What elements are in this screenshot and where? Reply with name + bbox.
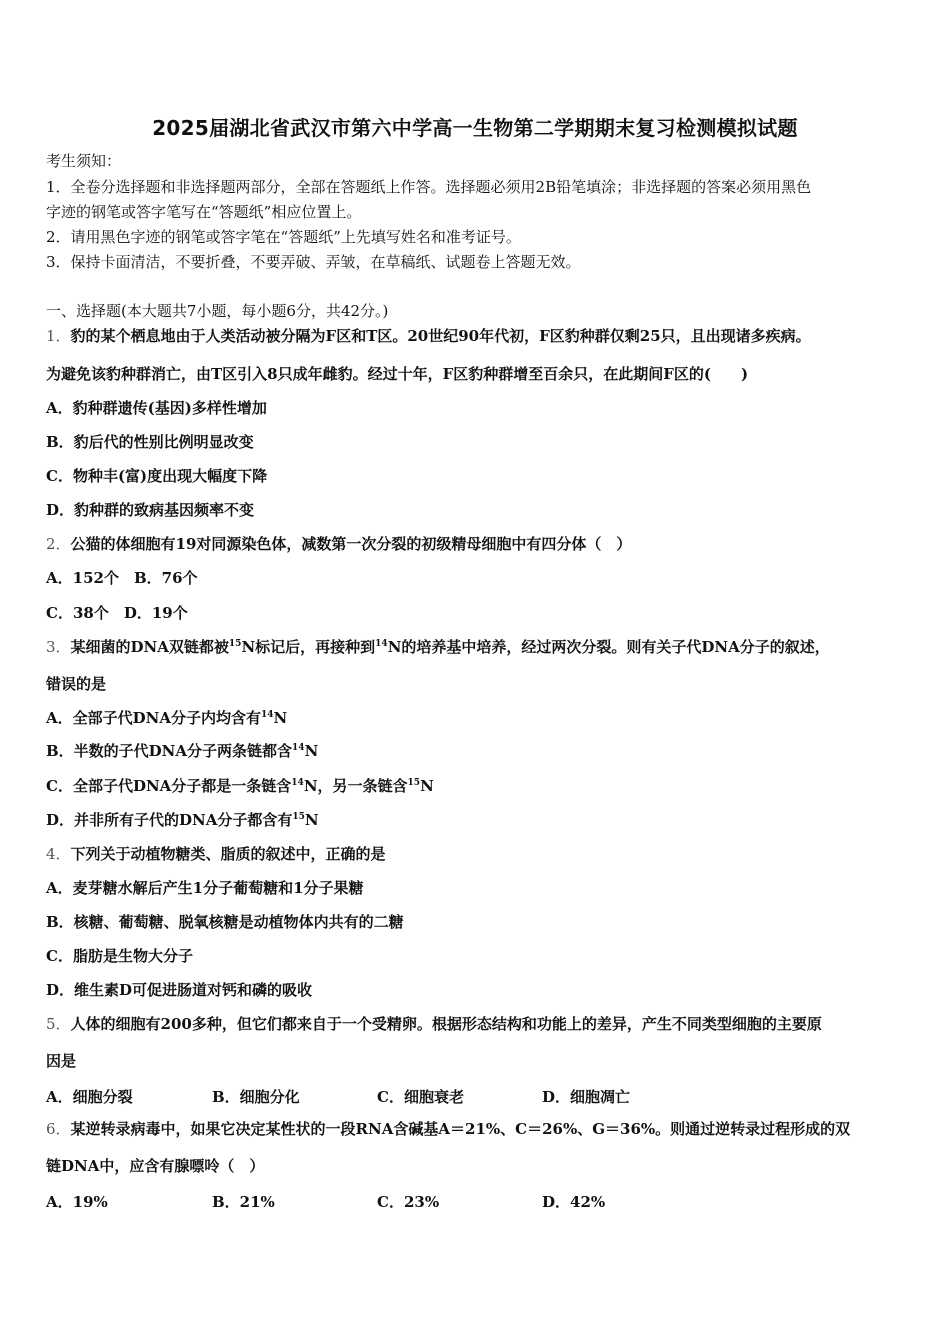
question-4-line-1: 4．下列关于动植物糖类、脂质的叙述中，正确的是	[46, 845, 386, 863]
q1-option-a: A．豹种群遗传(基因)多样性增加	[46, 399, 267, 417]
q2-options-cd: C．38个 D．19个	[46, 604, 188, 622]
q4-option-b: B．核糖、葡萄糖、脱氧核糖是动植物体内共有的二糖	[46, 913, 404, 931]
q5-option-b: B．细胞分化	[212, 1088, 300, 1106]
page-title: 2025届湖北省武汉市第六中学高一生物第二学期期末复习检测模拟试题	[152, 116, 798, 140]
q6-option-d: D．42%	[542, 1193, 606, 1211]
question-number: 6．	[46, 1120, 71, 1138]
question-number: 1．	[46, 327, 71, 345]
question-6-line-1: 6．某逆转录病毒中，如果它决定某性状的一段RNA含碱基A＝21%、C＝26%、G＝36%。则通过逆转录过程形成的双	[46, 1120, 851, 1138]
notice-item-3: 3．保持卡面清洁，不要折叠，不要弄破、弄皱，在草稿纸、试题卷上答题无效。	[46, 253, 581, 271]
question-number: 4．	[46, 845, 71, 863]
question-2-line-1: 2．公猫的体细胞有19对同源染色体，减数第一次分裂的初级精母细胞中有四分体（ ）	[46, 535, 632, 553]
question-1-line-1: 1．豹的某个栖息地由于人类活动被分隔为F区和T区。20世纪90年代初，F区豹种群仅剩25只，且出现诸多疾病。	[46, 327, 811, 345]
question-number: 5．	[46, 1015, 71, 1033]
q1-option-b: B．豹后代的性别比例明显改变	[46, 433, 254, 451]
notice-item-2: 2．请用黑色字迹的钢笔或答字笔在“答题纸”上先填写姓名和准考证号。	[46, 228, 521, 246]
q2-options-ab: A．152个 B．76个	[46, 569, 198, 587]
q5-option-d: D．细胞凋亡	[542, 1088, 631, 1106]
q3-option-c: C．全部子代DNA分子都是一条链含$^{14}$N，另一条链含$^{15}$N	[46, 777, 434, 795]
q3-option-a: A．全部子代DNA分子内均含有$^{14}$N	[46, 709, 288, 727]
question-3-line-2: 错误的是	[46, 675, 107, 693]
q5-option-c: C．细胞衰老	[377, 1088, 464, 1106]
question-5-line-1: 5．人体的细胞有200多种，但它们都来自于一个受精卵。根据形态结构和功能上的差异，产生不同类型细胞的主要原	[46, 1015, 822, 1033]
notice-item-1b: 字迹的钢笔或答字笔写在“答题纸”相应位置上。	[46, 203, 362, 221]
q5-option-a: A．细胞分裂	[46, 1088, 133, 1106]
q6-option-b: B．21%	[212, 1193, 275, 1211]
q6-option-a: A．19%	[46, 1193, 108, 1211]
q4-option-d: D．维生素D可促进肠道对钙和磷的吸收	[46, 981, 313, 999]
question-1-line-2: 为避免该豹种群消亡，由T区引入8只成年雌豹。经过十年，F区豹种群增至百余只，在此期间F区的( )	[46, 365, 749, 383]
q4-option-c: C．脂肪是生物大分子	[46, 947, 193, 965]
question-6-line-2: 链DNA中，应含有腺嘌呤（ ）	[46, 1157, 265, 1175]
q1-option-c: C．物种丰(富)度出现大幅度下降	[46, 467, 268, 485]
q1-option-d: D．豹种群的致病基因频率不变	[46, 501, 255, 519]
notice-heading: 考生须知：	[46, 152, 122, 170]
q4-option-a: A．麦芽糖水解后产生1分子葡萄糖和1分子果糖	[46, 879, 364, 897]
question-5-line-2: 因是	[46, 1052, 77, 1070]
q3-option-b: B．半数的子代DNA分子两条链都含$^{14}$N	[46, 742, 319, 760]
question-3-line-1: 3．某细菌的DNA双链都被$^{15}$N标记后，再接种到$^{14}$N的培养基中培养，经过两次分裂。则有关子代DNA分子的叙述，	[46, 638, 830, 656]
notice-item-1a: 1．全卷分选择题和非选择题两部分，全部在答题纸上作答。选择题必须用2B铅笔填涂；非选择题的答案必须用黑色	[46, 178, 812, 196]
section-heading: 一、选择题(本大题共7小题，每小题6分，共42分。)	[46, 302, 389, 320]
q3-option-d: D．并非所有子代的DNA分子都含有$^{15}$N	[46, 811, 319, 829]
question-number: 3．	[46, 638, 71, 656]
q6-option-c: C．23%	[377, 1193, 440, 1211]
question-number: 2．	[46, 535, 71, 553]
